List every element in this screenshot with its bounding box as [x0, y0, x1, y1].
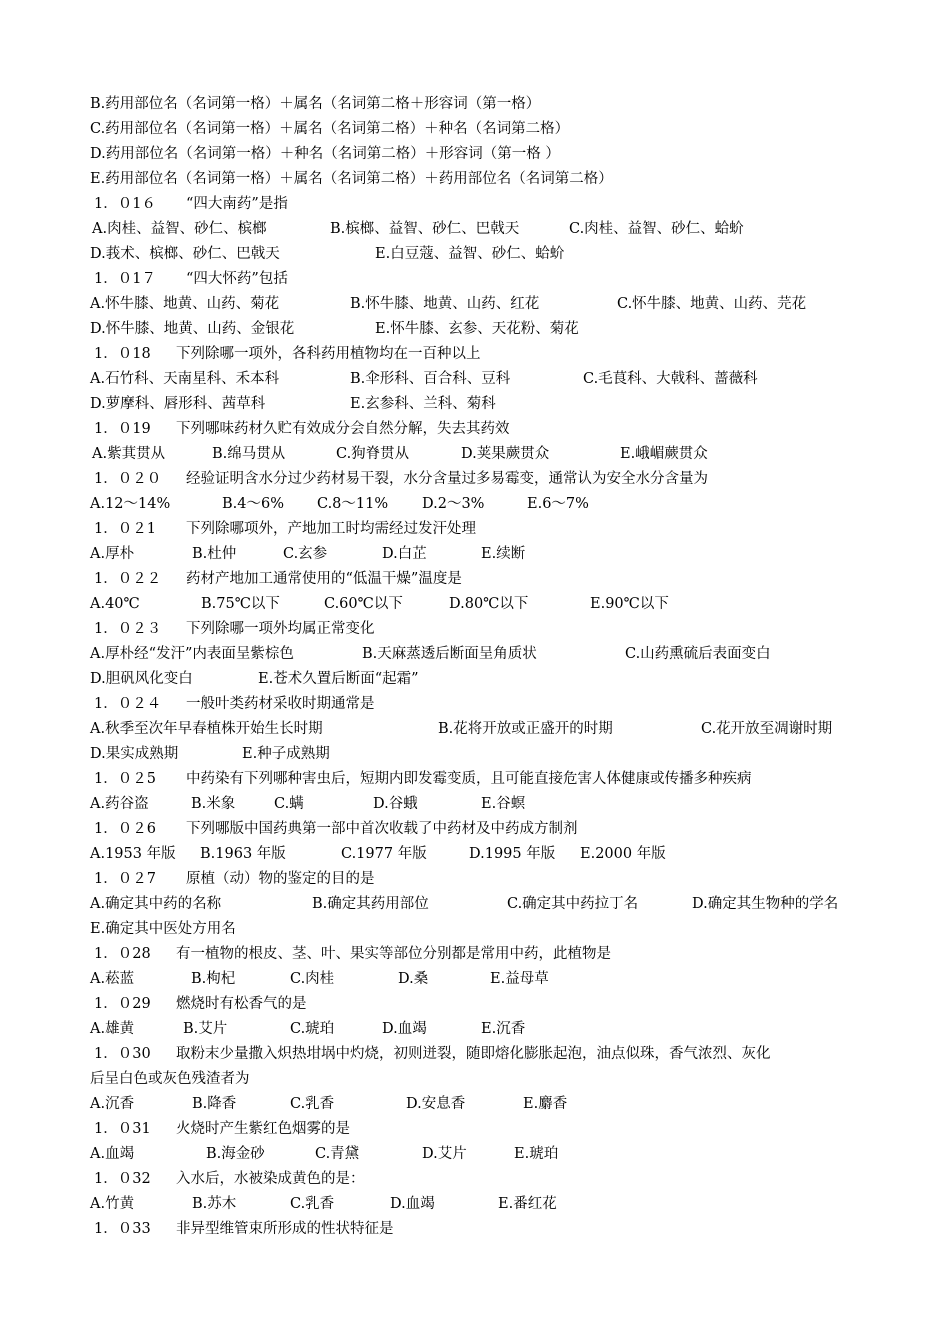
- option: D.血竭: [390, 1196, 435, 1212]
- question-text: 入水后，水被染成黄色的是：: [176, 1171, 365, 1187]
- question-number: 1．０1７: [94, 271, 156, 287]
- option: B.苏木: [192, 1196, 237, 1212]
- option: A.石竹科、天南星科、禾本科: [90, 371, 280, 387]
- option: E.苍术久置后断面“起霜”: [258, 671, 419, 687]
- option: D.2～3%: [422, 496, 485, 512]
- question-number: 1．０30: [94, 1046, 151, 1062]
- option: B.4～6%: [222, 496, 284, 512]
- question-number: 1．０２３: [94, 621, 162, 637]
- question-number: 1．０２7: [94, 871, 156, 887]
- option: B.花将开放或正盛开的时期: [438, 721, 613, 737]
- question-text: 火烧时产生紫红色烟雾的是: [176, 1121, 350, 1137]
- question-text: 非异型维管束所形成的性状特征是: [176, 1221, 394, 1237]
- line-text: E.确定其中医处方用名: [90, 921, 236, 937]
- line-text: B.药用部位名（名词第一格）＋属名（名词第二格＋形容词（第一格）: [90, 96, 541, 112]
- question-number: 1．０1６: [94, 196, 156, 212]
- option: A.秋季至次年早春植株开始生长时期: [90, 721, 323, 737]
- question-text: 下列除哪一项外均属正常变化: [186, 621, 375, 637]
- option: A.雄黄: [90, 1021, 135, 1037]
- option: B.伞形科、百合科、豆科: [350, 371, 511, 387]
- option: C.怀牛膝、地黄、山药、芫花: [617, 296, 807, 312]
- option: C.乳香: [290, 1096, 335, 1112]
- option: C.花开放至凋谢时期: [701, 721, 833, 737]
- option: D.谷蛾: [373, 796, 418, 812]
- question-number: 1．０２1: [94, 521, 156, 537]
- question-text: “四大南药”是指: [186, 196, 288, 212]
- option: D.80℃以下: [449, 596, 529, 612]
- line-text: C.药用部位名（名词第一格）＋属名（名词第二格）＋种名（名词第二格）: [90, 121, 570, 137]
- option: A.紫萁贯从: [92, 446, 166, 462]
- option: A.肉桂、益智、砂仁、槟榔: [92, 221, 267, 237]
- option: A.1953 年版: [90, 846, 176, 862]
- option: C.狗脊贯从: [336, 446, 410, 462]
- question-number: 1．０33: [94, 1221, 151, 1237]
- question-number: 1．０29: [94, 996, 151, 1012]
- option: D.桑: [398, 971, 429, 987]
- option: A.菘蓝: [90, 971, 135, 987]
- question-number: 1．０31: [94, 1121, 151, 1137]
- option: B.怀牛膝、地黄、山药、红花: [350, 296, 540, 312]
- option: C.肉桂、益智、砂仁、蛤蚧: [569, 221, 744, 237]
- option: E.麝香: [523, 1096, 568, 1112]
- option: C.8～11%: [317, 496, 389, 512]
- option: E.白豆蔻、益智、砂仁、蛤蚧: [375, 246, 565, 262]
- option: B.1963 年版: [200, 846, 286, 862]
- option: D.1995 年版: [469, 846, 556, 862]
- option: E.琥珀: [514, 1146, 559, 1162]
- option: B.槟榔、益智、砂仁、巴戟天: [330, 221, 520, 237]
- option: A.厚朴: [90, 546, 135, 562]
- question-text: 有一植物的根皮、茎、叶、果实等部位分别都是常用中药，此植物是: [176, 946, 611, 962]
- question-text: “四大怀药”包括: [186, 271, 288, 287]
- option: D.果实成熟期: [90, 746, 179, 762]
- line-text: E.药用部位名（名词第一格）＋属名（名词第二格）＋药用部位名（名词第二格）: [90, 171, 613, 187]
- option: D.怀牛膝、地黄、山药、金银花: [90, 321, 295, 337]
- option: C.60℃以下: [324, 596, 403, 612]
- option: C.山药熏硫后表面变白: [625, 646, 771, 662]
- option: E.90℃以下: [590, 596, 669, 612]
- option: A.竹黄: [90, 1196, 135, 1212]
- option: E.续断: [481, 546, 526, 562]
- option: B.枸杞: [191, 971, 236, 987]
- option: D.血竭: [382, 1021, 427, 1037]
- question-text: 下列哪味药材久贮有效成分会自然分解，失去其药效: [176, 421, 510, 437]
- question-number: 1．０32: [94, 1171, 151, 1187]
- option: D.确定其生物种的学名: [692, 896, 839, 912]
- option: C.肉桂: [290, 971, 335, 987]
- option: D.萝摩科、唇形科、茜草科: [90, 396, 266, 412]
- option: C.螨: [274, 796, 304, 812]
- option: C.1977 年版: [341, 846, 427, 862]
- question-text: 下列除哪项外，产地加工时均需经过发汗处理: [186, 521, 476, 537]
- line-text: D.药用部位名（名词第一格）＋种名（名词第二格）＋形容词（第一格 ）: [90, 146, 560, 162]
- option: B.75℃以下: [201, 596, 280, 612]
- option: B.艾片: [183, 1021, 228, 1037]
- option: A.确定其中药的名称: [90, 896, 222, 912]
- option: A.厚朴经“发汗”内表面呈紫棕色: [90, 646, 294, 662]
- question-text: 原植（动）物的鉴定的目的是: [186, 871, 375, 887]
- option: E.峨嵋蕨贯众: [620, 446, 708, 462]
- question-text: 经验证明含水分过少药材易干裂，水分含量过多易霉变，通常认为安全水分含量为: [186, 471, 708, 487]
- option: C.乳香: [290, 1196, 335, 1212]
- option: E.玄参科、兰科、菊科: [350, 396, 496, 412]
- option: C.玄参: [283, 546, 328, 562]
- option: B.确定其药用部位: [312, 896, 429, 912]
- option: C.青黛: [315, 1146, 360, 1162]
- option: E.番红花: [498, 1196, 557, 1212]
- option: D.莪术、槟榔、砂仁、巴戟天: [90, 246, 280, 262]
- option: D.艾片: [422, 1146, 467, 1162]
- question-number: 1．０19: [94, 421, 151, 437]
- question-text: 下列除哪一项外，各科药用植物均在一百种以上: [176, 346, 481, 362]
- question-text: 下列哪版中国药典第一部中首次收载了中药材及中药成方制剂: [186, 821, 578, 837]
- option: B.米象: [191, 796, 236, 812]
- question-text: 取粉末少量撒入炽热坩埚中灼烧，初则迸裂，随即熔化膨胀起泡，油点似珠，香气浓烈、灰化: [176, 1046, 771, 1062]
- option: D.荚果蕨贯众: [461, 446, 550, 462]
- option: C.毛茛科、大戟科、蔷薇科: [583, 371, 758, 387]
- option: E.怀牛膝、玄参、天花粉、菊花: [375, 321, 579, 337]
- option: B.天麻蒸透后断面呈角质状: [362, 646, 537, 662]
- option: A.血竭: [90, 1146, 135, 1162]
- option: B.杜仲: [192, 546, 237, 562]
- option: B.海金砂: [206, 1146, 265, 1162]
- option: D.胆矾风化变白: [90, 671, 193, 687]
- option: B.绵马贯从: [212, 446, 286, 462]
- question-text: 燃烧时有松香气的是: [176, 996, 307, 1012]
- option: A.12～14%: [90, 496, 171, 512]
- question-number: 1．０２２: [94, 571, 162, 587]
- option: E.沉香: [481, 1021, 526, 1037]
- question-number: 1．０28: [94, 946, 151, 962]
- option: E.益母草: [490, 971, 549, 987]
- question-text: 药材产地加工通常使用的“低温干燥”温度是: [186, 571, 462, 587]
- question-text: 中药染有下列哪种害虫后，短期内即发霉变质，且可能直接危害人体健康或传播多种疾病: [186, 771, 752, 787]
- option: C.确定其中药拉丁名: [507, 896, 639, 912]
- question-number: 1．０２４: [94, 696, 162, 712]
- question-number: 1．０２5: [94, 771, 156, 787]
- question-text: 一般叶类药材采收时期通常是: [186, 696, 375, 712]
- option: A.药谷盗: [90, 796, 149, 812]
- option: D.安息香: [406, 1096, 466, 1112]
- option: A.怀牛膝、地黄、山药、菊花: [90, 296, 280, 312]
- option: B.降香: [192, 1096, 237, 1112]
- question-number: 1．０２6: [94, 821, 156, 837]
- question-number: 1．０18: [94, 346, 151, 362]
- option: E.6～7%: [527, 496, 589, 512]
- line-text: 后呈白色或灰色残渣者为: [90, 1071, 250, 1087]
- option: E.种子成熟期: [242, 746, 330, 762]
- option: A.沉香: [90, 1096, 135, 1112]
- option: D.白芷: [382, 546, 427, 562]
- option: E.2000 年版: [580, 846, 666, 862]
- option: A.40℃: [90, 596, 140, 612]
- question-number: 1．０２０: [94, 471, 162, 487]
- option: E.谷螟: [481, 796, 526, 812]
- option: C.琥珀: [290, 1021, 335, 1037]
